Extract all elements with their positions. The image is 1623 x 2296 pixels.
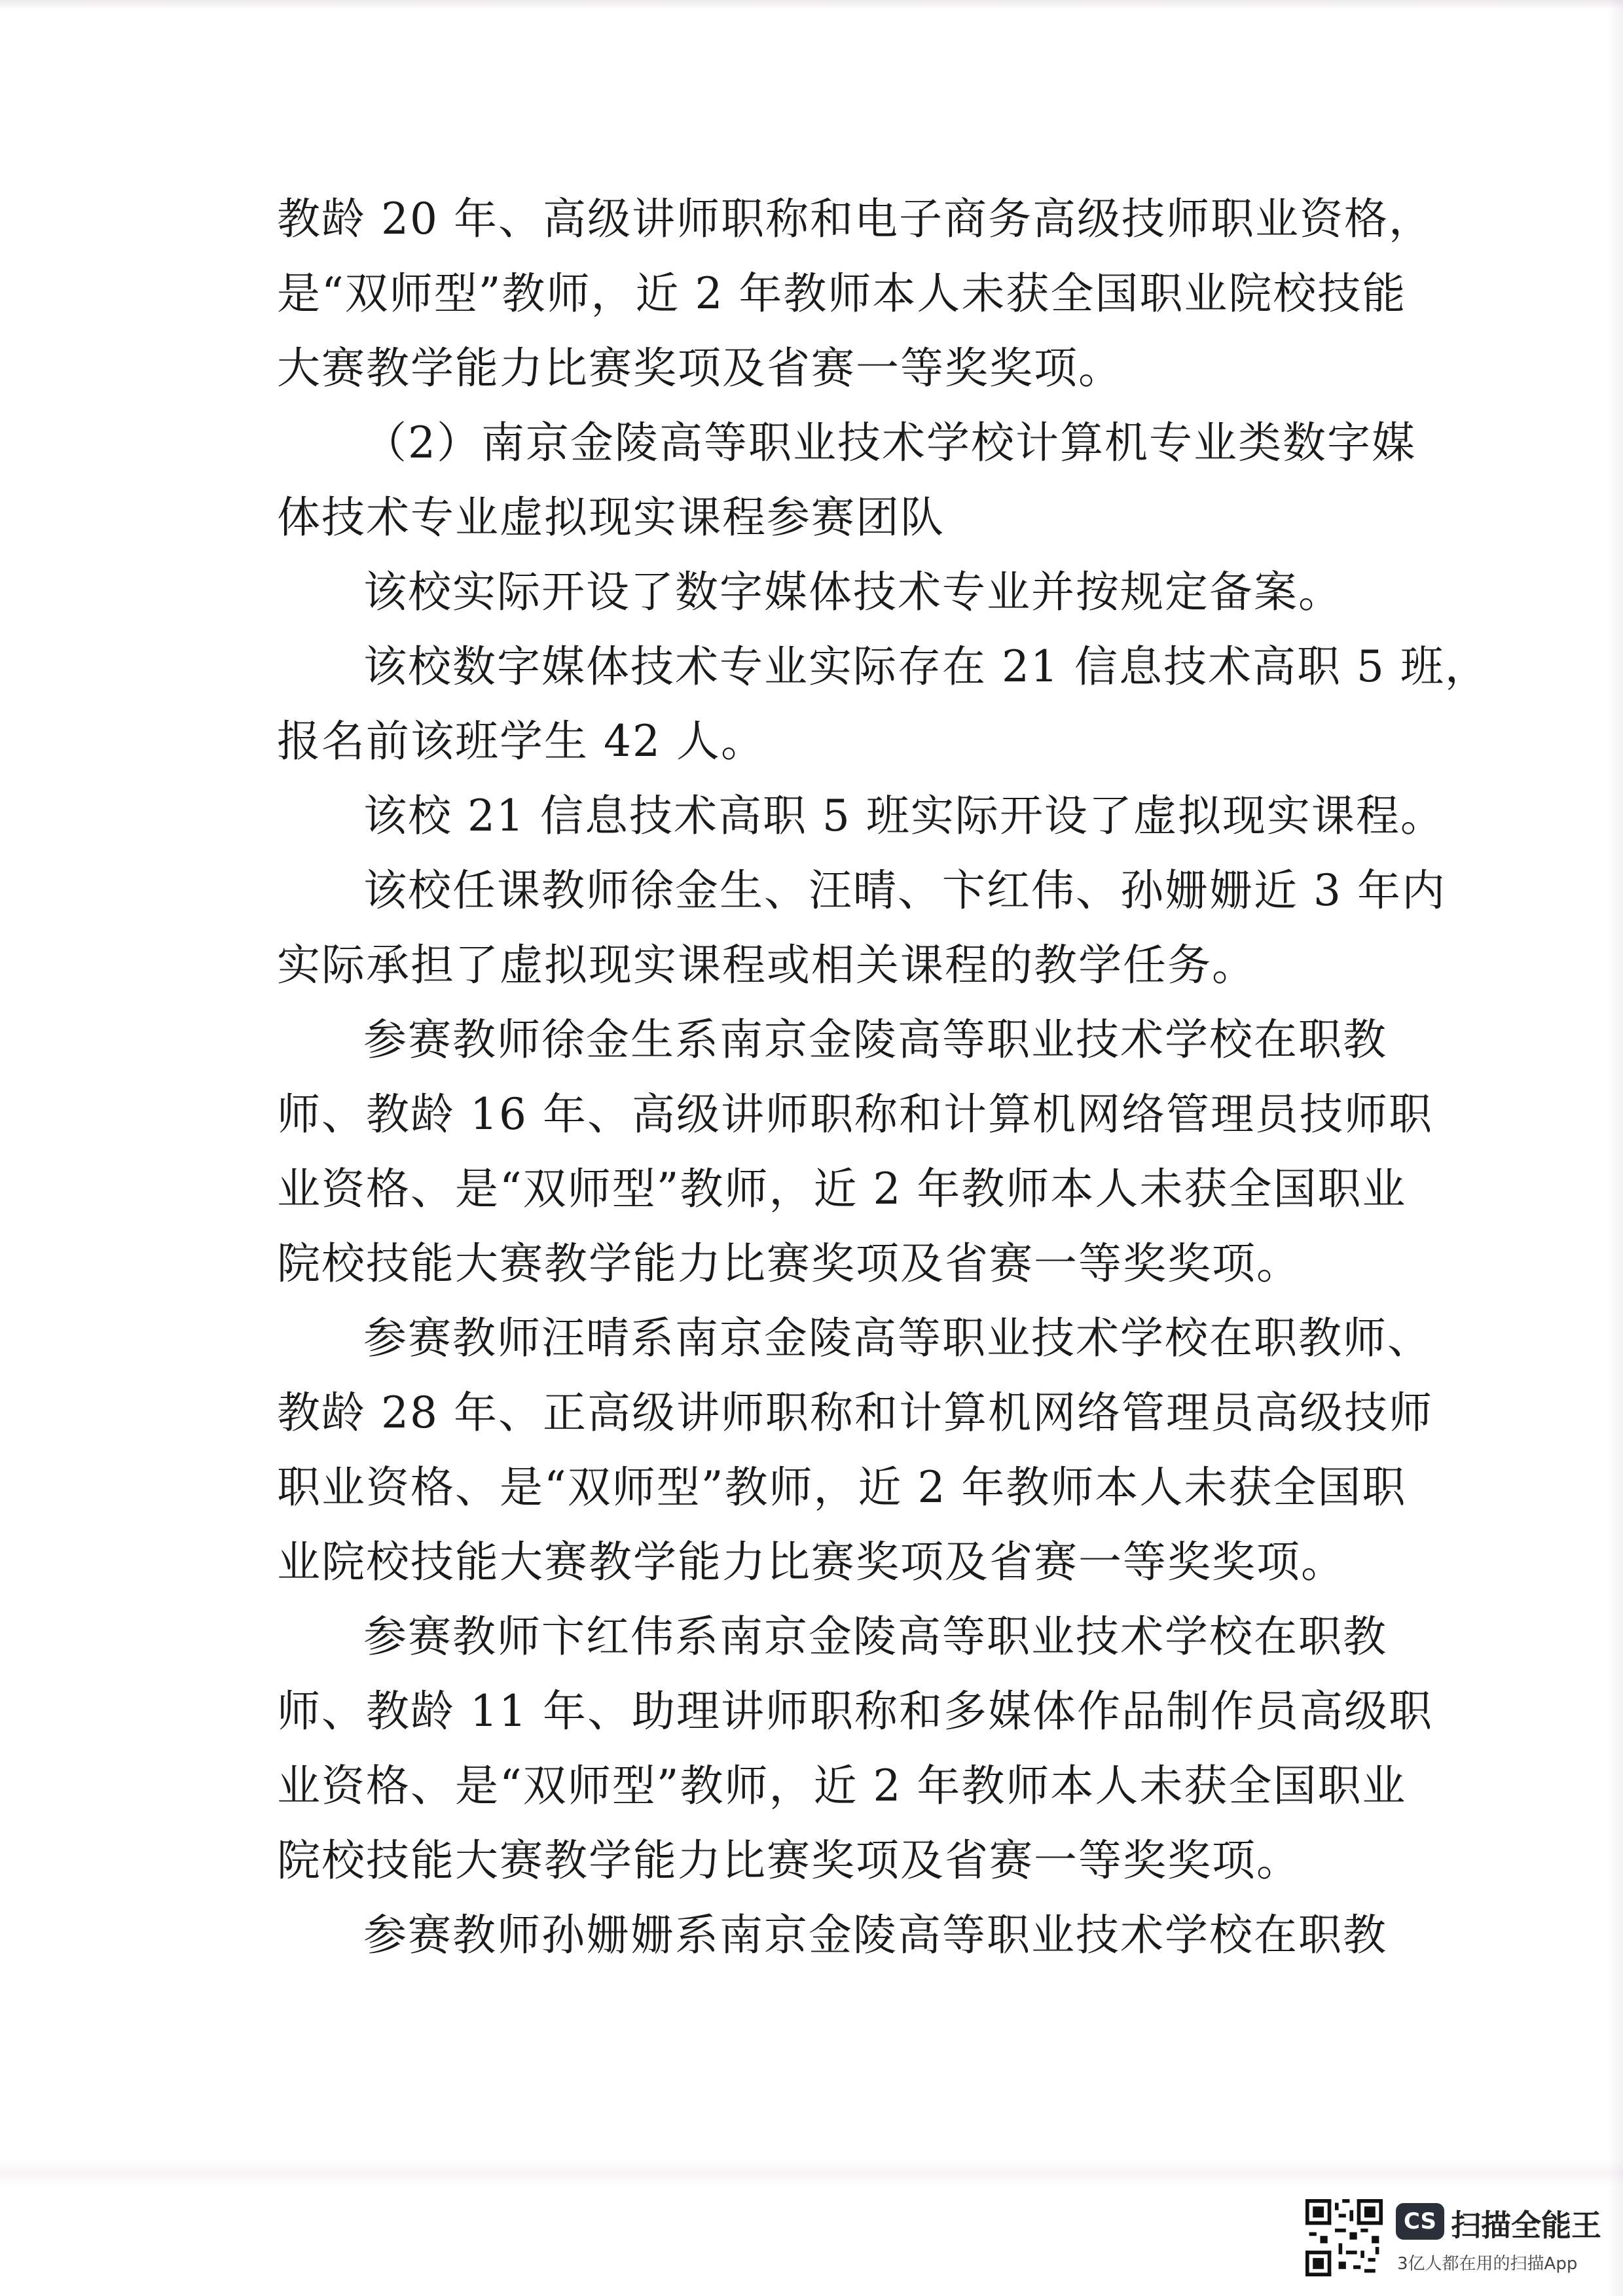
text-line: 业资格、是“双师型”教师，近 2 年教师本人未获全国职业 (277, 1164, 1407, 1214)
scan-edge-top (0, 0, 1623, 9)
camscanner-logo: CS (1396, 2203, 1444, 2240)
watermark-subtitle: 3亿人都在用的扫描App (1397, 2254, 1578, 2274)
section-heading-line: 体技术专业虚拟现实课程参赛团队 (277, 492, 945, 543)
section-heading-line: （2）南京金陵高等职业技术学校计算机专业类数字媒 (363, 418, 1416, 468)
watermark-title: 扫描全能王 (1451, 2208, 1601, 2243)
text-line: 该校实际开设了数字媒体技术专业并按规定备案。 (363, 567, 1343, 617)
scanner-watermark (1305, 2199, 1613, 2284)
text-line: 职业资格、是“双师型”教师，近 2 年教师本人未获全国职 (277, 1462, 1407, 1513)
text-line: 是“双师型”教师，近 2 年教师本人未获全国职业院校技能 (277, 268, 1407, 319)
scan-edge-right (1609, 0, 1623, 2296)
text-line: 报名前该班学生 42 人。 (277, 716, 765, 766)
text-line: 参赛教师卞红伟系南京金陵高等职业技术学校在职教 (363, 1611, 1387, 1662)
text-line: 院校技能大赛教学能力比赛奖项及省赛一等奖奖项。 (277, 1238, 1301, 1289)
text-line: 该校任课教师徐金生、汪晴、卞红伟、孙姗姗近 3 年内 (363, 865, 1446, 916)
text-line: 业院校技能大赛教学能力比赛奖项及省赛一等奖奖项。 (277, 1537, 1345, 1587)
qr-code-icon (1305, 2199, 1383, 2276)
text-line: 该校 21 信息技术高职 5 班实际开设了虚拟现实课程。 (363, 791, 1445, 841)
text-line: 师、教龄 16 年、高级讲师职称和计算机网络管理员技师职 (277, 1089, 1433, 1139)
document-body (277, 182, 1489, 1973)
text-line: 参赛教师汪晴系南京金陵高等职业技术学校在职教师、 (363, 1313, 1432, 1363)
scan-band-bottom (0, 2160, 1623, 2186)
text-line: 大赛教学能力比赛奖项及省赛一等奖奖项。 (277, 343, 1123, 393)
text-line: 师、教龄 11 年、助理讲师职称和多媒体作品制作员高级职 (277, 1686, 1433, 1736)
text-line: 参赛教师孙姗姗系南京金陵高等职业技术学校在职教 (363, 1910, 1387, 1960)
text-line: 实际承担了虚拟现实课程或相关课程的教学任务。 (277, 940, 1256, 990)
text-line: 教龄 28 年、正高级讲师职称和计算机网络管理员高级技师 (277, 1388, 1433, 1438)
text-line: 该校数字媒体技术专业实际存在 21 信息技术高职 5 班， (363, 641, 1489, 692)
text-line: 参赛教师徐金生系南京金陵高等职业技术学校在职教 (363, 1014, 1387, 1065)
text-line: 业资格、是“双师型”教师，近 2 年教师本人未获全国职业 (277, 1761, 1407, 1811)
text-line: 教龄 20 年、高级讲师职称和电子商务高级技师职业资格， (277, 194, 1433, 244)
text-line: 院校技能大赛教学能力比赛奖项及省赛一等奖奖项。 (277, 1835, 1301, 1886)
